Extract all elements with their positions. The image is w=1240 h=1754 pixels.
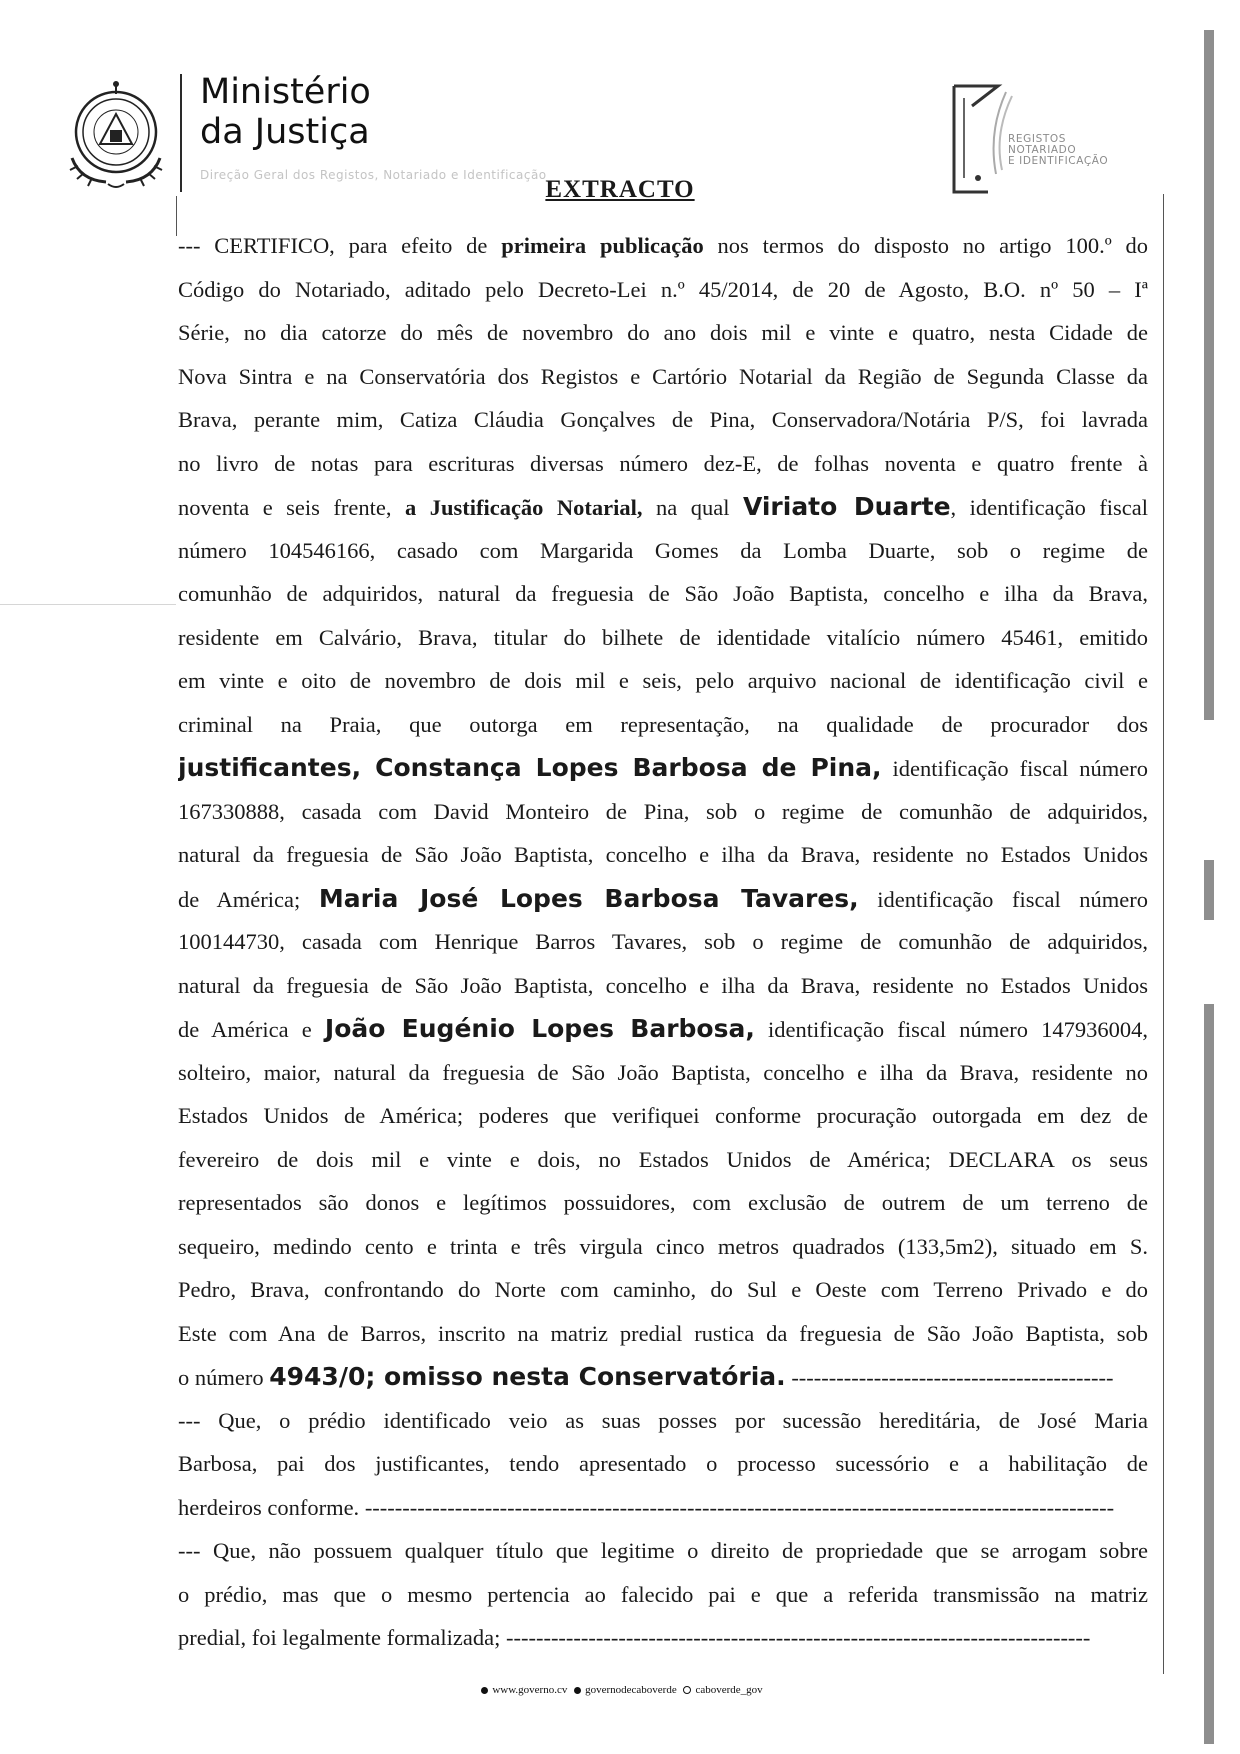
text-line: criminal na Praia, que outorga em representação, na qualidade de procurador dos [178,711,1148,737]
registry-logo-line-1: REGISTOS [1008,133,1066,145]
registry-logo-text [1008,134,1108,167]
text-segment: , [351,753,376,782]
person-name: Constança Lopes Barbosa de Pina, [375,753,882,782]
scan-edge-bar [1204,1004,1214,1744]
text-segment: identificação fiscal número 147936004, [754,1017,1148,1042]
text-line: --- Que, o prédio identificado veio as suas posses por sucessão hereditária, de José Maria [178,1407,1148,1433]
person-name: Maria José Lopes Barbosa Tavares, [318,883,859,913]
text-segment: noventa e seis frente, [178,495,405,520]
text-line [178,1486,1148,1530]
text-line [178,224,1148,268]
text-line: Código do Notariado, aditado pelo Decreto-Lei n.º 45/2014, de 20 de Agosto, B.O. nº 50 – Iª [178,276,1148,302]
ministry-line-2: da Justiça [200,112,370,152]
scan-artifact-line [0,604,176,605]
right-margin-line [1163,194,1164,1674]
dash-filler: ------------------------------------------------------------------------------ [505,1625,1091,1650]
text-segment: --- CERTIFICO, para efeito de [178,233,502,258]
text-segment: o número [178,1365,270,1390]
text-line: Barbosa, pai dos justificantes, tendo apresentado o processo sucessório e a habilitação de [178,1451,1148,1476]
text-line: número 104546166, casado com Margarida Gomes da Lomba Duarte, sob o regime de [178,537,1148,563]
instagram-icon [683,1686,691,1694]
bold-phrase: primeira publicação [501,233,704,258]
facebook-icon [574,1687,581,1694]
text-segment: , identificação fiscal [950,495,1148,520]
header-divider [180,74,182,192]
text-segment: identificação fiscal número [881,756,1148,781]
instagram-link[interactable]: caboverde_gov [695,1684,763,1696]
text-line: sequeiro, medindo cento e trinta e três virgula cinco metros quadrados (133,5m2), situado em S. [178,1233,1148,1259]
dash-filler: ------------------------------------------- [785,1365,1114,1390]
text-segment: nos termos do disposto no artigo 100.º do [703,233,1148,258]
text-line: residente em Calvário, Brava, titular do bilhete de identidade vitalício número 45461, emitido [178,624,1148,650]
website-link[interactable]: www.governo.cv [492,1684,568,1696]
dash-filler: ---------------------------------------------------------------------------------------------------- [364,1494,1115,1520]
text-segment: de América; [178,886,319,912]
text-line: representados são donos e legítimos possuidores, com exclusão de outrem de um terreno de [178,1190,1148,1215]
text-segment: na qual [642,495,743,520]
text-line [178,1007,1148,1051]
text-line: Estados Unidos de América; poderes que verifiquei conforme procuração outorgada em dez de [178,1103,1148,1128]
bold-phrase: 4943/0; omisso nesta Conservatória. [269,1362,786,1391]
text-line: 100144730, casada com Henrique Barros Tavares, sob o regime de comunhão de adquiridos, [178,929,1148,954]
registry-logo-line-2: NOTARIADO [1008,144,1077,156]
text-line: o prédio, mas que o mesmo pertencia ao falecido pai e que a referida transmissão na matriz [178,1581,1148,1607]
text-line: no livro de notas para escrituras diversas número dez-E, de folhas noventa e quatro frente à [178,450,1148,476]
text-line [178,1616,1148,1660]
text-segment: identificação fiscal número [858,886,1148,912]
text-line [178,746,1148,790]
text-line: Série, no dia catorze do mês de novembro do ano dois mil e vinte e quatro, nesta Cidade de [178,320,1148,345]
left-margin-line [176,196,177,236]
footer-links [0,1684,1240,1696]
text-line: fevereiro de dois mil e vinte e dois, no Estados Unidos de América; DECLARA os seus [178,1146,1148,1172]
document-title: EXTRACTO [545,176,695,203]
bold-phrase: justificantes [178,753,352,782]
text-line: Brava, perante mim, Catiza Cláudia Gonçalves de Pina, Conservadora/Notária P/S, foi lavrada [178,407,1148,432]
text-line: natural da freguesia de São João Baptista, concelho e ilha da Brava, residente no Estados Unidos [178,842,1148,867]
text-line: Nova Sintra e na Conservatória dos Registos e Cartório Notarial da Região de Segunda Classe da [178,363,1148,389]
ministry-line-1: Ministério [200,72,371,112]
ministry-subtitle: Direção Geral dos Registos, Notariado e Identificação [200,168,547,182]
text-line: em vinte e oito de novembro de dois mil e seis, pelo arquivo nacional de identificação civil e [178,668,1148,693]
text-segment: herdeiros conforme. [178,1494,365,1520]
text-line [178,485,1148,529]
scan-edge-bar [1204,860,1214,920]
ministry-name [200,72,371,152]
person-name: Viriato Duarte [742,492,951,521]
text-line: Este com Ana de Barros, inscrito na matriz predial rustica da freguesia de São João Baptista, sob [178,1320,1148,1346]
text-line: Pedro, Brava, confrontando do Norte com caminho, do Sul e Oeste com Terreno Privado e do [178,1277,1148,1302]
registry-logo-line-3: E IDENTIFICAÇÃO [1008,155,1109,167]
certificate-body [178,224,1148,1660]
text-segment: predial, foi legalmente formalizada; [178,1625,506,1650]
text-line: --- Que, não possuem qualquer título que legitime o direito de propriedade que se arrogam sobre [178,1538,1148,1563]
text-line: 167330888, casada com David Monteiro de Pina, sob o regime de comunhão de adquiridos, [178,798,1148,824]
text-line [178,1355,1148,1399]
facebook-link[interactable]: governodecaboverde [585,1684,677,1696]
scan-edge-bar [1204,30,1214,720]
person-name: João Eugénio Lopes Barbosa, [324,1014,755,1043]
text-segment: de América e [178,1017,325,1042]
text-line [178,877,1148,921]
text-line: natural da freguesia de São João Baptista, concelho e ilha da Brava, residente no Estados Unidos [178,972,1148,998]
globe-icon [481,1687,488,1694]
text-line: solteiro, maior, natural da freguesia de São João Baptista, concelho e ilha da Brava, residente no [178,1059,1148,1085]
text-line: comunhão de adquiridos, natural da freguesia de São João Baptista, concelho e ilha da Brava, [178,581,1148,606]
bold-phrase: a Justificação Notarial, [404,495,643,520]
